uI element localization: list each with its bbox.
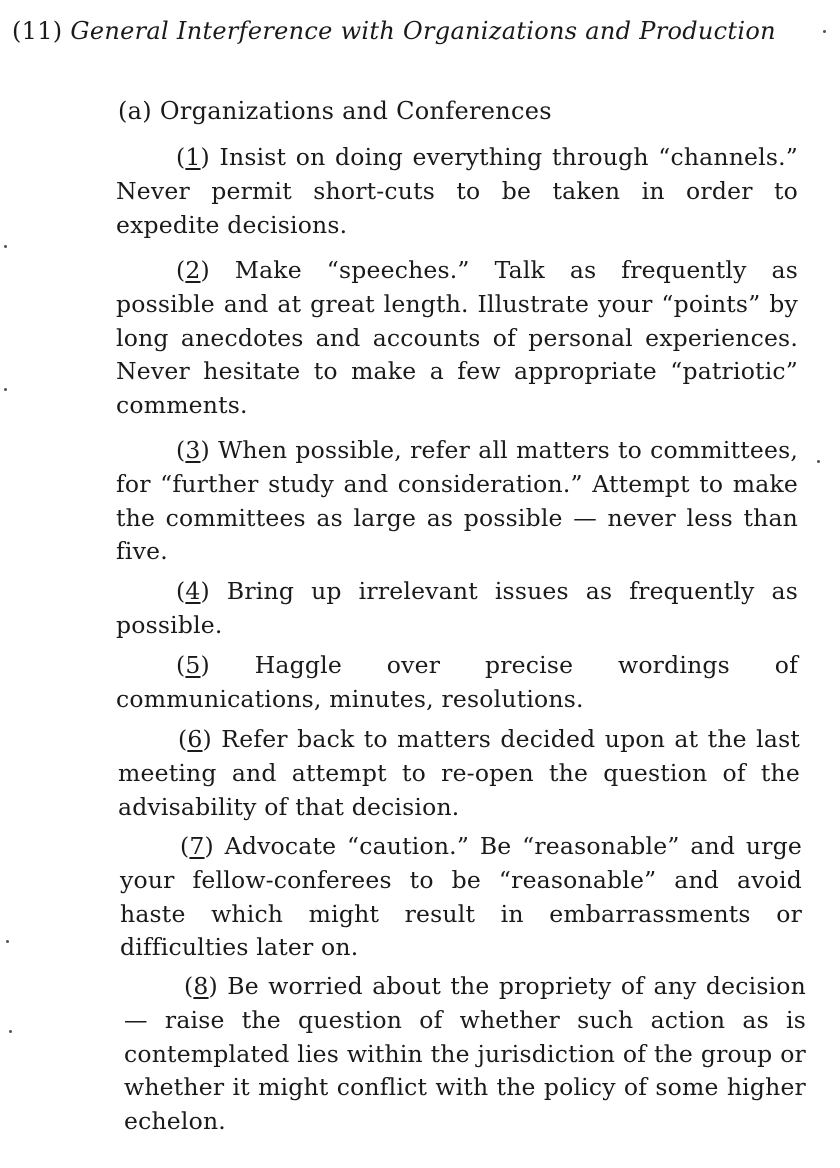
scan-speck — [823, 30, 826, 33]
scan-speck — [4, 388, 7, 391]
item-number: 4 — [185, 577, 201, 605]
list-item-6: (6) Refer back to matters decided upon at the last meeting and attempt to re-open the question of the advisability of that decision. — [118, 725, 800, 821]
scan-speck — [4, 245, 7, 248]
list-item-2: (2) Make “speeches.” Talk as frequently as possible and at great length. Illustrate your “points” by long anecdotes and accounts of personal experiences. Never hesitate to make a few appropriate “patriotic” comments. — [116, 256, 798, 420]
item-text: Be worried about the propriety of any decision — raise the question of whether such action as is contemplated lies within the jurisdiction of the group or whether it might conflict with the policy of some higher echelon. — [124, 972, 806, 1136]
list-item-1: (1) Insist on doing everything through “channels.” Never permit short-cuts to be taken in order to expedite decisions. — [116, 143, 799, 239]
item-number: 1 — [185, 143, 201, 171]
item-text: Haggle over precise wordings of communications, minutes, resolutions. — [116, 651, 798, 713]
section-number: (11) — [12, 17, 63, 45]
item-text: Bring up irrelevant issues as frequently as possible. — [116, 577, 798, 639]
scan-speck — [9, 1030, 12, 1033]
item-text: Advocate “caution.” Be “reasonable” and urge your fellow-conferees to be “reasonable” and avoid haste which might result in embarrassments or difficulties later on. — [120, 832, 802, 962]
item-text: Refer back to matters decided upon at the last meeting and attempt to re-open the question of the advisability of that decision. — [118, 725, 800, 821]
item-number: 7 — [189, 832, 205, 860]
item-number: 2 — [185, 256, 201, 284]
item-text: Make “speeches.” Talk as frequently as possible and at great length. Illustrate your “points” by long anecdotes and accounts of personal experiences. Never hesitate to make a few appropriate “patriotic” comments. — [116, 256, 798, 420]
scan-speck — [817, 460, 820, 463]
list-item-3: (3) When possible, refer all matters to committees, for “further study and consideration.” Attempt to make the committees as large as possible — never less than five. — [116, 436, 798, 566]
item-text: When possible, refer all matters to committees, for “further study and consideration.” Attempt to make the committees as large as possible — never less than five. — [116, 436, 798, 566]
item-number: 3 — [185, 436, 201, 464]
list-item-8: (8) Be worried about the propriety of any decision — raise the question of whether such action as is contemplated lies within the jurisdiction of the group or whether it might conflict with the policy of some higher echelon. — [124, 972, 806, 1136]
section-heading — [12, 14, 812, 48]
item-number: 5 — [185, 651, 201, 679]
section-title: General Interference with Organizations and Production — [70, 17, 776, 45]
list-item-4: (4) Bring up irrelevant issues as frequently as possible. — [116, 577, 798, 639]
item-text: Insist on doing everything through “channels.” Never permit short-cuts to be taken in order to expedite decisions. — [116, 143, 799, 239]
list-item-5: (5) Haggle over precise wordings of communications, minutes, resolutions. — [116, 651, 798, 713]
item-number: 6 — [187, 725, 203, 753]
scan-speck — [6, 940, 9, 943]
subsection-heading: (a) Organizations and Conferences — [118, 97, 552, 125]
list-item-7: (7) Advocate “caution.” Be “reasonable” and urge your fellow-conferees to be “reasonable” and avoid haste which might result in embarrassments or difficulties later on. — [120, 832, 802, 962]
item-number: 8 — [193, 972, 209, 1000]
